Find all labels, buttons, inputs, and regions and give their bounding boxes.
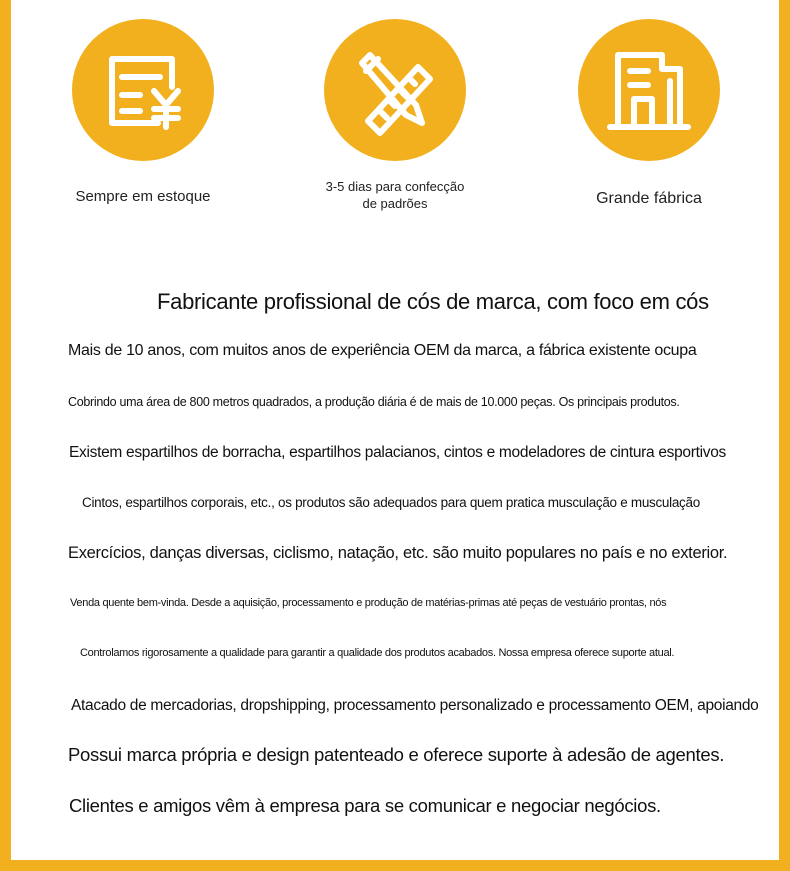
feature-stock (53, 19, 233, 207)
factory-building-icon (578, 19, 720, 161)
content-panel (11, 0, 779, 860)
text-line: Exercícios, danças diversas, ciclismo, natação, etc. são muito populares no país e no exterior. (68, 544, 728, 562)
feature-factory (559, 19, 739, 210)
text-line: Cintos, espartilhos corporais, etc., os produtos são adequados para quem pratica musculação e musculação (82, 495, 700, 510)
text-line: Clientes e amigos vêm à empresa para se comunicar e negociar negócios. (69, 795, 661, 816)
page-title: Fabricante profissional de cós de marca, com foco em cós (157, 289, 709, 314)
text-line: Mais de 10 anos, com muitos anos de experiência OEM da marca, a fábrica existente ocupa (68, 342, 697, 359)
feature-label-pattern: 3-5 dias para confecção de padrões (325, 179, 465, 211)
text-line: Atacado de mercadorias, dropshipping, processamento personalizado e processamento OEM, apoiando (71, 697, 759, 714)
feature-pattern (311, 19, 479, 213)
text-line: Cobrindo uma área de 800 metros quadrados, a produção diária é de mais de 10.000 peças. Os principais produtos. (68, 395, 680, 409)
feature-label-factory: Grande fábrica (596, 190, 702, 207)
ruler-pencil-icon (324, 19, 466, 161)
feature-label-stock: Sempre em estoque (75, 188, 211, 205)
text-line: Controlamos rigorosamente a qualidade para garantir a qualidade dos produtos acabados. Nossa empresa oferece suporte atual. (80, 647, 675, 659)
text-line: Possui marca própria e design patenteado e oferece suporte à adesão de agentes. (68, 744, 725, 765)
text-line: Existem espartilhos de borracha, espartilhos palacianos, cintos e modeladores de cintura esportivos (69, 444, 726, 461)
invoice-yen-icon (72, 19, 214, 161)
text-line: Venda quente bem-vinda. Desde a aquisição, processamento e produção de matérias-primas até peças de vestuário prontas, nós (70, 597, 667, 609)
